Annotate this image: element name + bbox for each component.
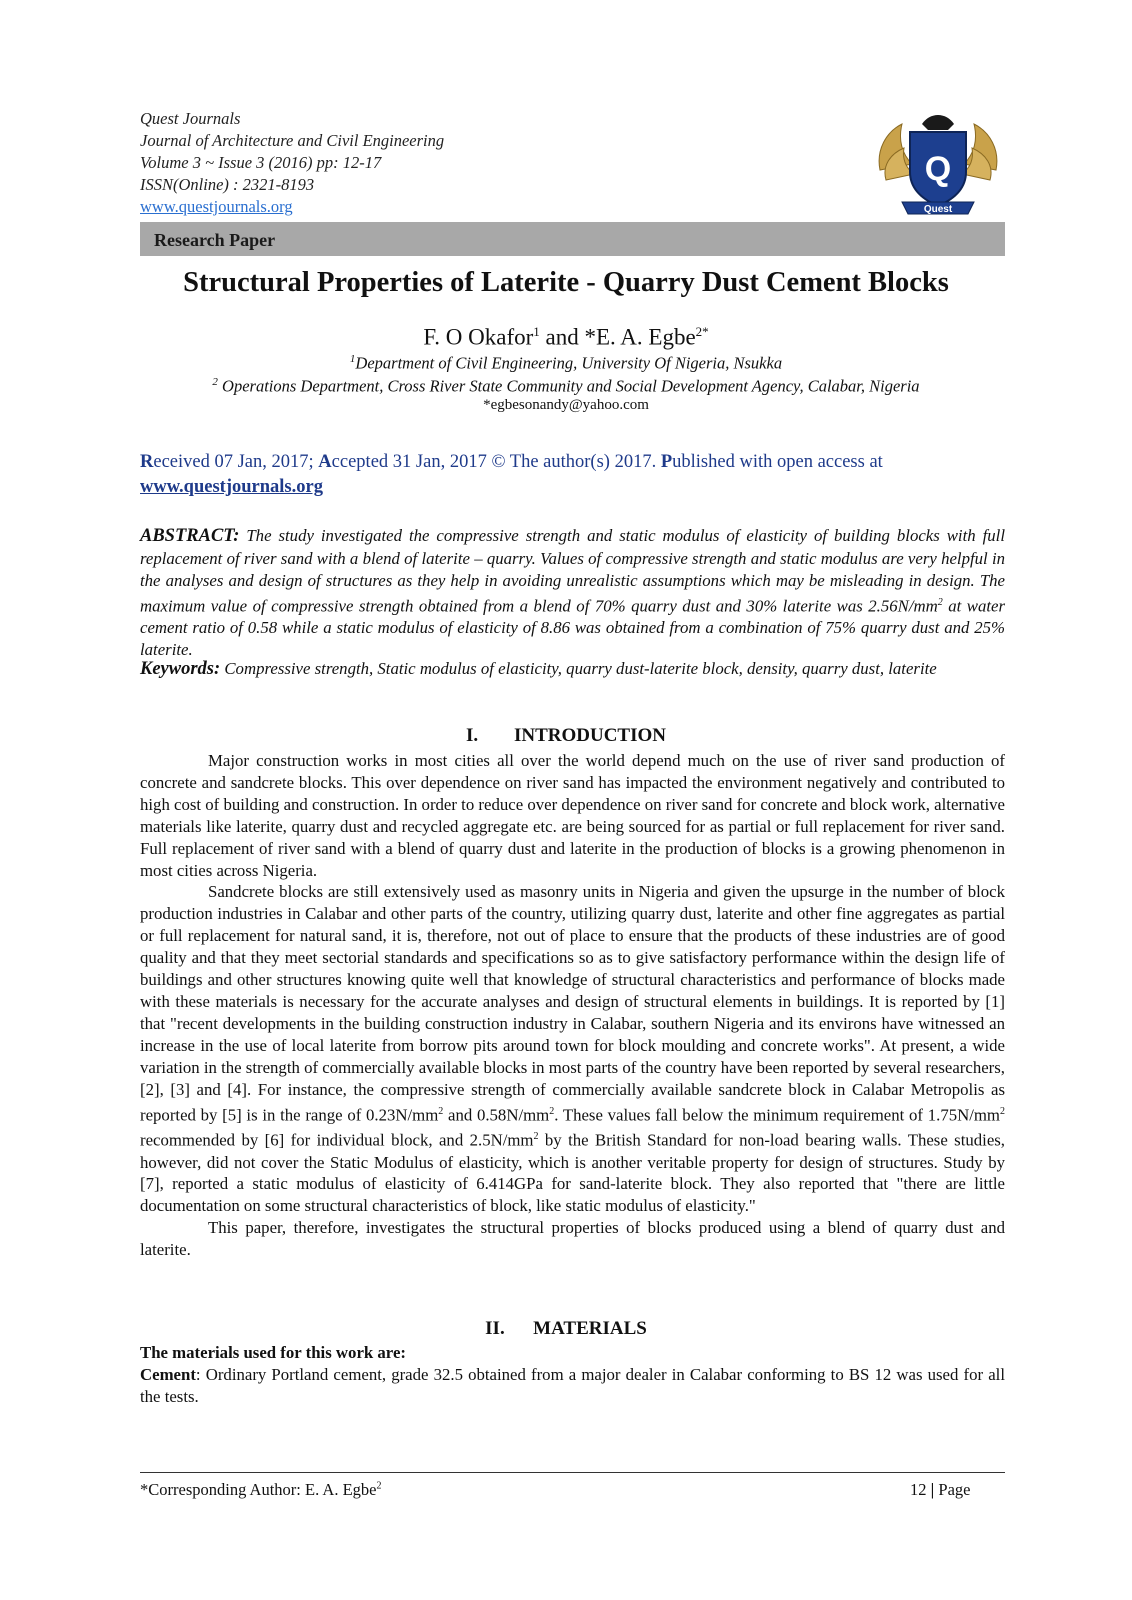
- author-email: *egbesonandy@yahoo.com: [483, 397, 649, 413]
- svg-text:Q: Q: [924, 150, 952, 188]
- received-website-link[interactable]: www.questjournals.org: [140, 477, 323, 497]
- journal-info: [140, 108, 444, 218]
- footer-divider: [140, 1472, 1005, 1473]
- journal-website-link[interactable]: www.questjournals.org: [140, 197, 293, 216]
- journal-name: Quest Journals: [140, 109, 241, 128]
- intro-paragraph-2: Sandcrete blocks are still extensively used as masonry units in Nigeria and given the upsurge in the number of block production industries in Calabar and other parts of the country, utilizing quarry dust, laterite and other fine aggregates as partial or full replacement for natural sand, it is, therefore, not out of place to ensure that the products of these industries are of good quality and that they meet sectorial standards and specifications so as to give satisfactory performance within the design life of buildings and other structures knowing quite well that knowledge of structural characteristics and performance of blocks made with these materials is necessary for the accurate analyses and design of structural elements in buildings. It is reported by [1] that "recent developments in the building construction industry in Calabar, southern Nigeria and its environs have witnessed an increase in the use of local laterite from borrow pits around town for block moulding and concrete works". At present, a wide variation in the strength of commercially available blocks in most parts of the country have been reported by several researchers, [2], [3] and [4]. For instance, the compressive strength of commercially available sandcrete block in Calabar Metropolis as reported by [5] is in the range of $0.23N/mm^2$ and $0.58N/mm^2$. These values fall below the minimum requirement of $1.75N/mm^2$ recommended by [6] for individual block, and $2.5N/mm^2$ by the British Standard for non-load bearing walls. These studies, however, did not cover the Static Modulus of elasticity, which is another veritable property for design of structures. Study by [7], reported a static modulus of elasticity of 6.414GPa for sand-laterite block. They also reported that "there are little documentation on some structural characteristics of block, like static modulus of elasticity.": [140, 882, 1005, 1216]
- logo-text: Quest: [923, 204, 953, 215]
- journal-title: Journal of Architecture and Civil Engineering: [140, 131, 445, 150]
- quest-journals-logo: [872, 110, 1004, 218]
- abstract: ABSTRACT: The study investigated the compressive strength and static modulus of elasticity of building blocks with full replacement of river sand with a blend of laterite – quarry. Values of compressive strength and static modulus are very helpful in the analyses and design of structures as they help in avoiding unrealistic assumptions which may be misleading in design. The maximum value of compressive strength obtained from a blend of 70% quarry dust and 30% laterite was $2.56N/mm^2$ at water cement ratio of 0.58 while a static modulus of elasticity of 8.86 was obtained from a combination of 75% quarry dust and 25% laterite.: [140, 526, 1006, 660]
- intro-paragraph-1: Major construction works in most cities all over the world depend much on the use of river sand production of concrete and sandcrete blocks. This over dependence on river sand has impacted the environment negatively and contributed to high cost of building and construction. In order to reduce over dependence on river sand for concrete and block work, alternative materials like laterite, quarry dust and recycled aggregate etc. are being sourced for as partial or full replacement for river sand. Full replacement of river sand with a blend of quarry dust and laterite in the production of blocks is a growing phenomenon in most cities across Nigeria.: [140, 751, 1005, 880]
- research-paper-banner: [140, 222, 1005, 256]
- abstract-label: ABSTRACT:: [140, 526, 240, 546]
- received-line: Received 07 Jan, 2017; Accepted 31 Jan, 2017 © The author(s) 2017. Published with open access at www.questjournals.org: [140, 452, 883, 497]
- keywords: Keywords: Compressive strength, Static modulus of elasticity, quarry dust-laterite block, density, quarry dust, laterite: [140, 659, 937, 679]
- author-2: *E. A. Egbe: [584, 324, 696, 350]
- corresponding-author: *Corresponding Author: E. A. Egbe$^2$: [140, 1480, 382, 1499]
- section-heading-introduction: I. INTRODUCTION: [465, 725, 667, 746]
- journal-issn: ISSN(Online) : 2321-8193: [140, 175, 315, 194]
- paper-type-label: Research Paper: [154, 230, 276, 250]
- paper-title: Structural Properties of Laterite - Quarry Dust Cement Blocks: [183, 267, 949, 298]
- authors-line: [0, 324, 1132, 351]
- author-1-sup: 1: [533, 324, 540, 339]
- affiliation-2: $^2$ Operations Department, Cross River State Community and Social Development Agency, Calabar, Nigeria: [212, 376, 920, 396]
- section-heading-materials: II. MATERIALS: [485, 1318, 647, 1339]
- materials-cement: Cement: Ordinary Portland cement, grade 32.5 obtained from a major dealer in Calabar conforming to BS 12 was used for all the tests.: [140, 1364, 1005, 1406]
- materials-body: [140, 1342, 1005, 1408]
- materials-subheading: The materials used for this work are:: [140, 1343, 406, 1362]
- author-2-sup: 2*: [695, 324, 709, 339]
- page-number: 12 | Page: [910, 1480, 971, 1499]
- author-1: F. O Okafor: [423, 324, 534, 350]
- introduction-body: [140, 750, 1005, 1261]
- intro-paragraph-3: This paper, therefore, investigates the structural properties of blocks produced using a blend of quarry dust and laterite.: [140, 1218, 1005, 1260]
- journal-volume: Volume 3 ~ Issue 3 (2016) pp: 12-17: [140, 153, 382, 172]
- affiliation-1: $^1$Department of Civil Engineering, University Of Nigeria, Nsukka: [349, 353, 783, 373]
- keywords-label: Keywords:: [140, 659, 221, 679]
- authors-and: and: [539, 324, 585, 350]
